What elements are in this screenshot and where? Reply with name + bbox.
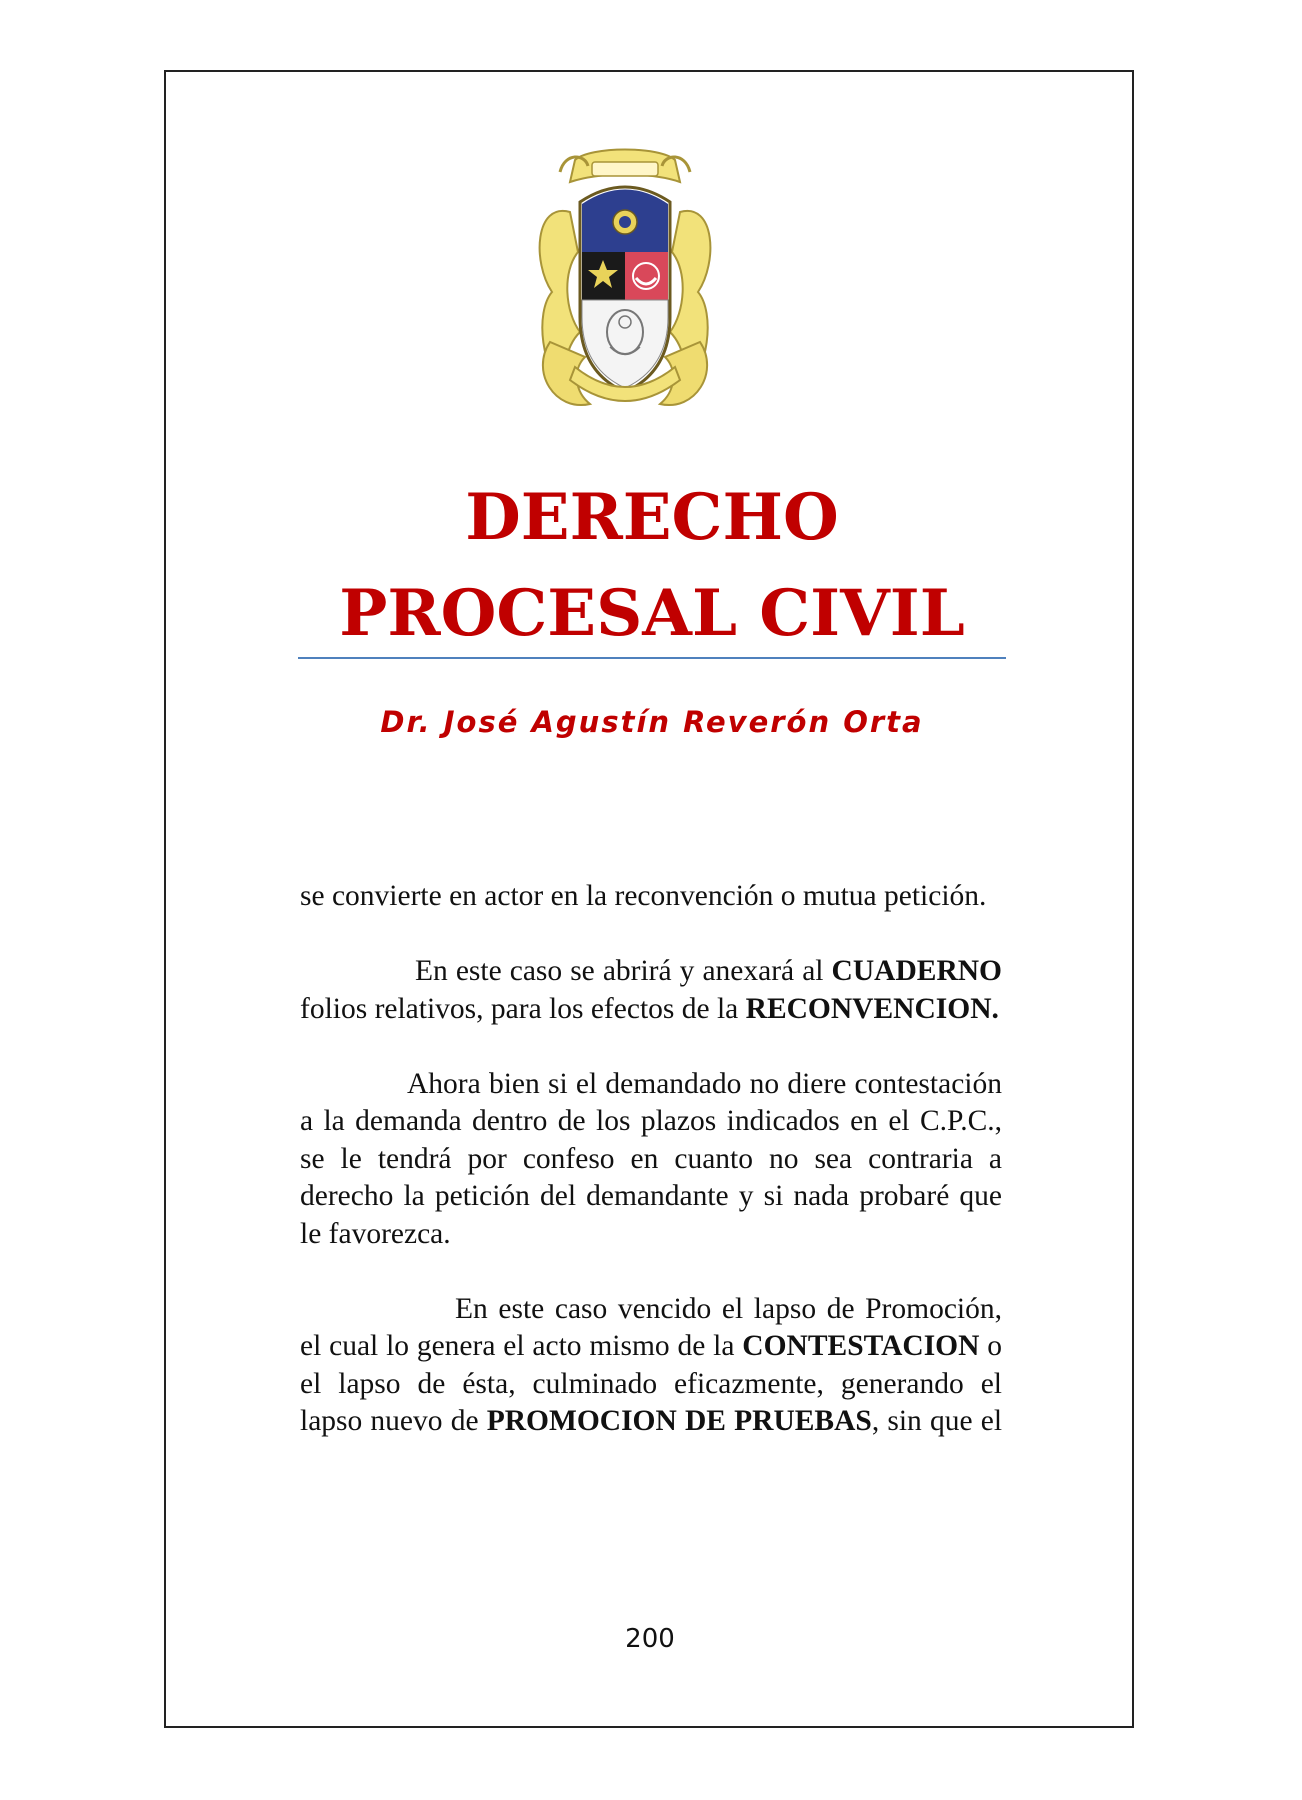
page-number: 200 — [625, 1624, 675, 1654]
paragraph-2-bold-a: CUADERNO — [831, 955, 1002, 987]
paragraph-4-bold-b: PROMOCION DE PRUEBAS — [486, 1405, 872, 1437]
paragraph-1-text: se convierte en actor en la reconvención o mutua petición. — [300, 880, 987, 912]
paragraph-1 — [300, 878, 1002, 916]
paragraph-4-bold-a: CONTESTACION — [742, 1330, 980, 1362]
paragraph-4-text-c: , sin que el — [871, 1405, 1003, 1437]
title-divider — [298, 657, 1006, 659]
paragraph-2-text-a: En este caso se abrirá y anexará al — [415, 955, 832, 987]
university-crest-icon — [530, 142, 720, 420]
body-text — [300, 878, 1002, 1441]
author-name: Dr. José Agustín Reverón Orta — [380, 705, 924, 739]
paragraph-2 — [300, 953, 1002, 1028]
paragraph-2-bold-b: RECONVENCION. — [745, 992, 999, 1025]
paragraph-3-text: Ahora bien si el demandado no diere contestación a la demanda dentro de los plazos indicados en el C.P.C., se le tendrá por confeso en cuanto no sea contraria a derecho la petición del demandante y si nada probaré que le favorezca. — [300, 1067, 1002, 1250]
document-title — [298, 470, 1006, 662]
paragraph-4-text-a: En este caso vencido el lapso de Promoción, el cual lo genera el acto mismo de la — [300, 1292, 1002, 1362]
paragraph-3 — [300, 1066, 1002, 1254]
paragraph-2-text-b: folios relativos, para los efectos de la — [300, 992, 746, 1025]
paragraph-4-text-b: o el lapso de ésta, culminado eficazmente, generando el lapso nuevo de — [300, 1330, 1002, 1437]
title-line-1: DERECHO — [465, 480, 839, 555]
paragraph-4 — [300, 1291, 1002, 1441]
title-line-2: PROCESAL CIVIL — [339, 576, 965, 651]
